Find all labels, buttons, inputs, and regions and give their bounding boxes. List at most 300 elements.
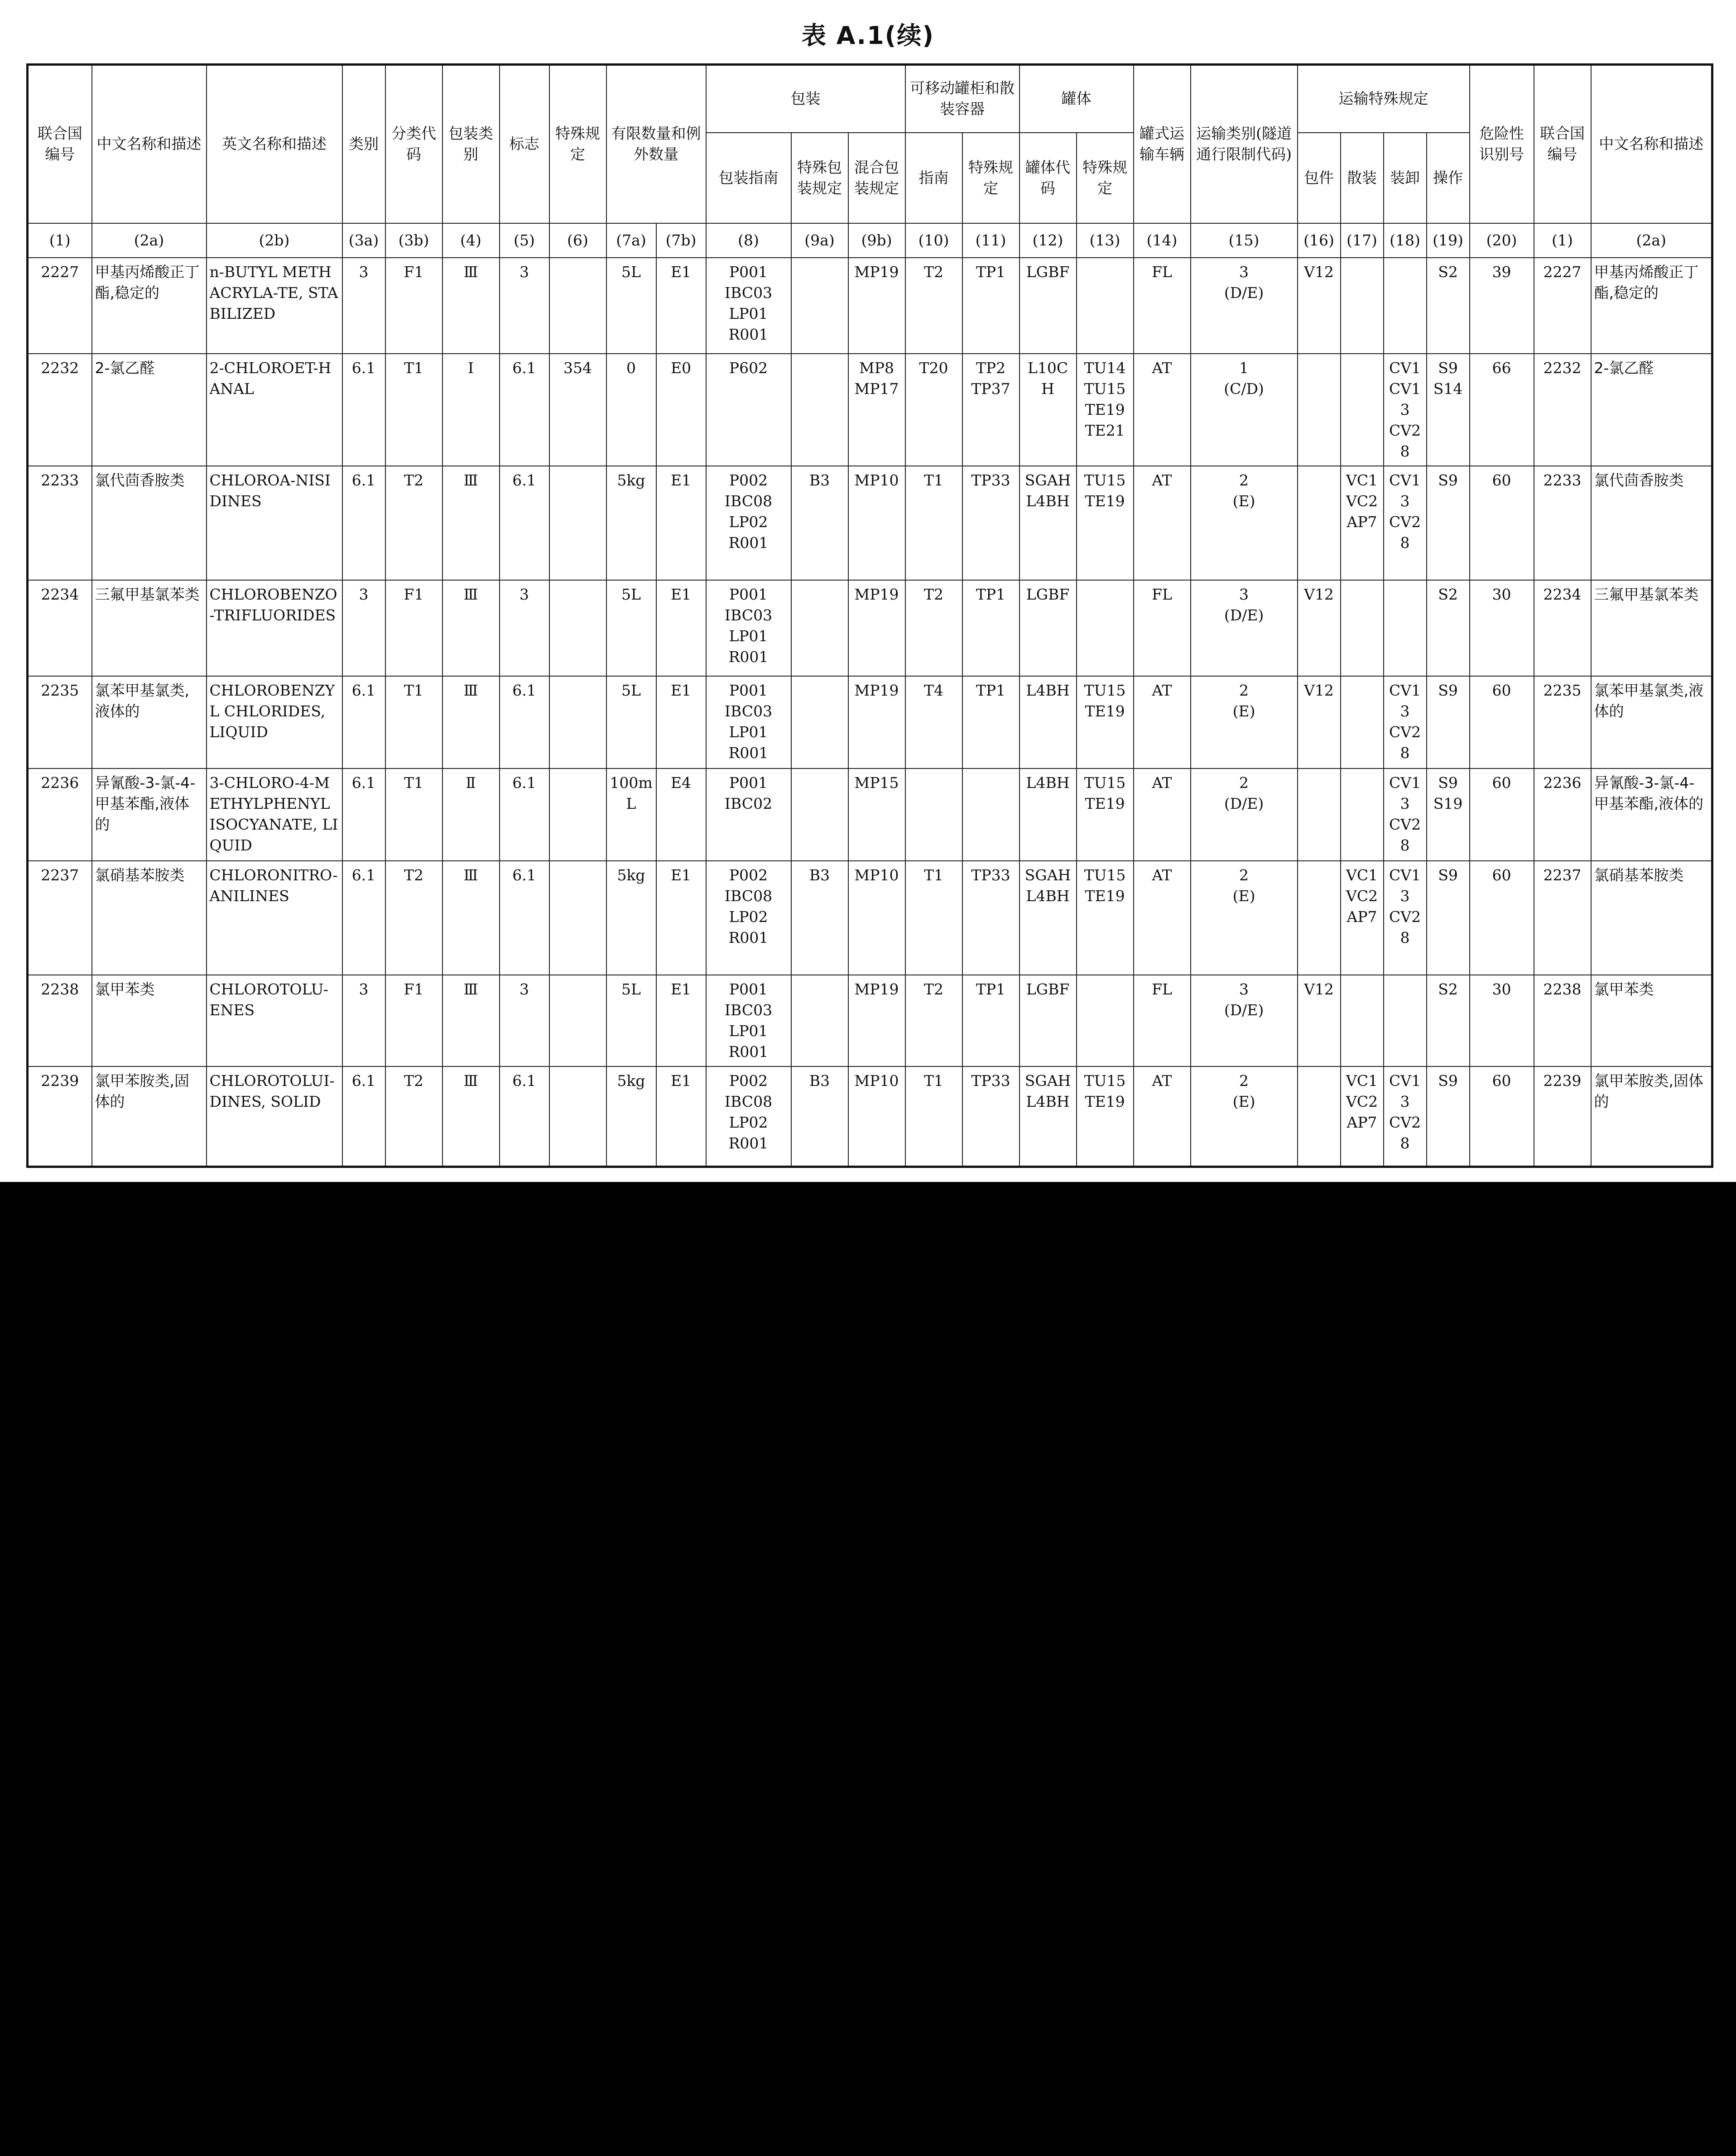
header-portable-instruction: 指南 [905,133,962,223]
class-cell: 6.1 [342,861,385,975]
name-en-cell: CHLORONITRO-ANILINES [207,861,342,975]
class-cell: 3 [342,580,385,676]
hazard-id-cell: 30 [1470,975,1534,1066]
table-row [28,768,1712,861]
ts-loading-cell: CV13 CV28 [1384,466,1427,580]
special-provision-cell [549,580,606,676]
tank-code-cell: SGAH L4BH [1019,861,1077,975]
un-no-repeat-cell: 2239 [1534,1066,1591,1167]
ts-operation-cell: S9 [1427,1066,1470,1167]
header-name-cn: 中文名称和描述 [92,65,207,223]
label-cell: 6.1 [500,768,549,861]
class-cell: 6.1 [342,354,385,466]
class-code-cell: F1 [385,975,442,1066]
class-code-cell: T1 [385,676,442,768]
mixed-packing-cell: MP10 [848,1066,905,1167]
tank-vehicle-cell: FL [1134,975,1191,1066]
tank-code-cell: L10CH [1019,354,1077,466]
portable-instruction-cell: T2 [905,580,962,676]
class-code-cell: F1 [385,258,442,354]
mixed-packing-cell: MP10 [848,466,905,580]
header-ts-bulk: 散装 [1341,133,1384,223]
portable-instruction-cell: T1 [905,861,962,975]
tank-vehicle-cell: AT [1134,466,1191,580]
class-code-cell: T2 [385,861,442,975]
col-num: (13) [1077,223,1134,258]
name-cn-repeat-cell: 2-氯乙醛 [1591,354,1712,466]
special-packing-cell [791,676,848,768]
tank-vehicle-cell: AT [1134,1066,1191,1167]
limited-qty-cell: 5kg [606,861,656,975]
packing-instruction-cell: P002 IBC08 LP02 R001 [706,466,791,580]
hazard-id-cell: 30 [1470,580,1534,676]
header-name-en: 英文名称和描述 [207,65,342,223]
portable-special-cell: TP1 [962,258,1019,354]
ts-bulk-cell: VC1 VC2 AP7 [1341,861,1384,975]
col-num: (7b) [656,223,706,258]
un-no-repeat-cell: 2232 [1534,354,1591,466]
hazard-id-cell: 60 [1470,466,1534,580]
tank-special-cell [1077,580,1134,676]
portable-instruction-cell [905,768,962,861]
tank-special-cell: TU15 TE19 [1077,768,1134,861]
excepted-qty-cell: E1 [656,466,706,580]
tank-code-cell: LGBF [1019,975,1077,1066]
col-num: (9a) [791,223,848,258]
label-cell: 3 [500,580,549,676]
mixed-packing-cell: MP19 [848,676,905,768]
hazard-id-cell: 60 [1470,861,1534,975]
transport-category-cell: 3 (D/E) [1191,975,1298,1066]
name-cn-cell: 氯苯甲基氯类,液体的 [92,676,207,768]
header-transport-special: 运输特殊规定 [1298,65,1470,133]
tank-code-cell: LGBF [1019,580,1077,676]
header-ts-operation: 操作 [1427,133,1470,223]
tank-special-cell [1077,975,1134,1066]
name-en-cell: CHLOROTOLUI-DINES, SOLID [207,1066,342,1167]
packing-group-cell: Ⅱ [442,768,500,861]
portable-special-cell: TP2 TP37 [962,354,1019,466]
packing-instruction-cell: P001 IBC03 LP01 R001 [706,975,791,1066]
excepted-qty-cell: E1 [656,975,706,1066]
name-en-cell: n-BUTYL METHACRYLA-TE, STABILIZED [207,258,342,354]
header-packing-group: 包装类别 [442,65,500,223]
tank-special-cell: TU15 TE19 [1077,676,1134,768]
mixed-packing-cell: MP19 [848,580,905,676]
special-provision-cell [549,466,606,580]
class-cell: 6.1 [342,1066,385,1167]
class-cell: 6.1 [342,466,385,580]
excepted-qty-cell: E1 [656,676,706,768]
name-en-cell: 3-CHLORO-4-METHYLPHENYL ISOCYANATE, LIQUID [207,768,342,861]
un-no-repeat-cell: 2235 [1534,676,1591,768]
ts-operation-cell: S9 S19 [1427,768,1470,861]
tank-code-cell: L4BH [1019,768,1077,861]
col-num: (2a) [92,223,207,258]
table-row [28,258,1712,354]
portable-special-cell: TP1 [962,676,1019,768]
ts-bulk-cell [1341,768,1384,861]
ts-package-cell: V12 [1298,258,1341,354]
label-cell: 6.1 [500,676,549,768]
col-num: (3b) [385,223,442,258]
portable-instruction-cell: T2 [905,258,962,354]
name-cn-repeat-cell: 氯甲苯类 [1591,975,1712,1066]
header-ts-package: 包件 [1298,133,1341,223]
tank-special-cell [1077,258,1134,354]
un-no-cell: 2237 [28,861,92,975]
col-num: (6) [549,223,606,258]
ts-package-cell [1298,768,1341,861]
header-hazard-id: 危险性识别号 [1470,65,1534,223]
header-portable-special: 特殊规定 [962,133,1019,223]
ts-package-cell [1298,861,1341,975]
ts-bulk-cell: VC1 VC2 AP7 [1341,466,1384,580]
special-packing-cell: B3 [791,466,848,580]
ts-bulk-cell [1341,258,1384,354]
limited-qty-cell: 5L [606,258,656,354]
tank-vehicle-cell: AT [1134,861,1191,975]
name-cn-cell: 2-氯乙醛 [92,354,207,466]
tank-code-cell: LGBF [1019,258,1077,354]
ts-operation-cell: S2 [1427,258,1470,354]
portable-instruction-cell: T4 [905,676,962,768]
portable-special-cell: TP33 [962,861,1019,975]
special-packing-cell: B3 [791,861,848,975]
special-provision-cell: 354 [549,354,606,466]
ts-package-cell [1298,466,1341,580]
header-portable-tank: 可移动罐柜和散装容器 [905,65,1019,133]
ts-package-cell: V12 [1298,975,1341,1066]
packing-group-cell: Ⅲ [442,580,500,676]
ts-bulk-cell [1341,354,1384,466]
special-packing-cell: B3 [791,1066,848,1167]
mixed-packing-cell: MP8 MP17 [848,354,905,466]
header-un-no-repeat: 联合国编号 [1534,65,1591,223]
ts-loading-cell: CV13 CV28 [1384,676,1427,768]
special-provision-cell [549,258,606,354]
header-name-cn-repeat: 中文名称和描述 [1591,65,1712,223]
header-tank: 罐体 [1019,65,1134,133]
special-provision-cell [549,861,606,975]
header-class: 类别 [342,65,385,223]
limited-qty-cell: 0 [606,354,656,466]
ts-bulk-cell: VC1 VC2 AP7 [1341,1066,1384,1167]
portable-special-cell: TP33 [962,466,1019,580]
packing-group-cell: Ⅲ [442,258,500,354]
excepted-qty-cell: E1 [656,1066,706,1167]
packing-instruction-cell: P002 IBC08 LP02 R001 [706,861,791,975]
un-no-repeat-cell: 2227 [1534,258,1591,354]
packing-instruction-cell: P001 IBC03 LP01 R001 [706,580,791,676]
transport-category-cell: 2 (D/E) [1191,768,1298,861]
packing-group-cell: Ⅲ [442,1066,500,1167]
col-num: (15) [1191,223,1298,258]
header-tank-vehicle: 罐式运输车辆 [1134,65,1191,223]
tank-vehicle-cell: AT [1134,354,1191,466]
ts-package-cell [1298,354,1341,466]
name-en-cell: CHLOROBENZYL CHLORIDES, LIQUID [207,676,342,768]
col-num: (12) [1019,223,1077,258]
column-number-row [28,223,1712,258]
header-tank-code: 罐体代码 [1019,133,1077,223]
special-packing-cell [791,354,848,466]
packing-instruction-cell: P001 IBC02 [706,768,791,861]
excepted-qty-cell: E1 [656,580,706,676]
ts-bulk-cell [1341,676,1384,768]
limited-qty-cell: 5L [606,676,656,768]
class-code-cell: F1 [385,580,442,676]
tank-special-cell: TU15 TE19 [1077,466,1134,580]
portable-instruction-cell: T1 [905,1066,962,1167]
un-no-cell: 2236 [28,768,92,861]
name-cn-cell: 氯甲苯类 [92,975,207,1066]
special-provision-cell [549,676,606,768]
packing-instruction-cell: P002 IBC08 LP02 R001 [706,1066,791,1167]
col-num: (5) [500,223,549,258]
header-packaging: 包装 [706,65,905,133]
mixed-packing-cell: MP10 [848,861,905,975]
col-num: (4) [442,223,500,258]
ts-operation-cell: S2 [1427,580,1470,676]
name-cn-cell: 异氰酸-3-氯-4-甲基苯酯,液体的 [92,768,207,861]
table-row [28,861,1712,975]
header-special-provisions: 特殊规定 [549,65,606,223]
portable-special-cell [962,768,1019,861]
portable-instruction-cell: T2 [905,975,962,1066]
ts-loading-cell: CV1 CV13 CV28 [1384,354,1427,466]
ts-loading-cell: CV13 CV28 [1384,768,1427,861]
class-code-cell: T1 [385,768,442,861]
col-num: (7a) [606,223,656,258]
portable-instruction-cell: T20 [905,354,962,466]
special-provision-cell [549,768,606,861]
header-limited-quantity: 有限数量和例外数量 [606,65,706,223]
ts-package-cell [1298,1066,1341,1167]
header-transport-category: 运输类别(隧道通行限制代码) [1191,65,1298,223]
col-num: (1) [1534,223,1591,258]
class-cell: 3 [342,975,385,1066]
class-cell: 6.1 [342,768,385,861]
name-cn-cell: 氯甲苯胺类,固体的 [92,1066,207,1167]
name-en-cell: CHLOROTOLU-ENES [207,975,342,1066]
hazard-id-cell: 60 [1470,676,1534,768]
packing-group-cell: Ⅲ [442,466,500,580]
un-no-repeat-cell: 2237 [1534,861,1591,975]
portable-instruction-cell: T1 [905,466,962,580]
tank-vehicle-cell: AT [1134,676,1191,768]
packing-instruction-cell: P602 [706,354,791,466]
transport-category-cell: 1 (C/D) [1191,354,1298,466]
header-mixed-packing: 混合包装规定 [848,133,905,223]
name-cn-cell: 氯硝基苯胺类 [92,861,207,975]
table-row [28,354,1712,466]
limited-qty-cell: 5kg [606,466,656,580]
transport-category-cell: 2 (E) [1191,861,1298,975]
portable-special-cell: TP1 [962,580,1019,676]
portable-special-cell: TP1 [962,975,1019,1066]
transport-category-cell: 2 (E) [1191,466,1298,580]
dangerous-goods-table [26,63,1713,1168]
un-no-cell: 2235 [28,676,92,768]
portable-special-cell: TP33 [962,1066,1019,1167]
special-provision-cell [549,1066,606,1167]
transport-category-cell: 2 (E) [1191,676,1298,768]
name-cn-repeat-cell: 氯代茴香胺类 [1591,466,1712,580]
table-title: 表 A.1(续) [801,21,935,50]
excepted-qty-cell: E1 [656,861,706,975]
name-cn-cell: 三氟甲基氯苯类 [92,580,207,676]
name-cn-repeat-cell: 氯甲苯胺类,固体的 [1591,1066,1712,1167]
ts-package-cell: V12 [1298,580,1341,676]
hazard-id-cell: 60 [1470,1066,1534,1167]
un-no-repeat-cell: 2233 [1534,466,1591,580]
ts-loading-cell: CV13 CV28 [1384,861,1427,975]
col-num: (19) [1427,223,1470,258]
col-num: (11) [962,223,1019,258]
class-cell: 3 [342,258,385,354]
tank-vehicle-cell: FL [1134,258,1191,354]
transport-category-cell: 3 (D/E) [1191,580,1298,676]
col-num: (14) [1134,223,1191,258]
hazard-id-cell: 39 [1470,258,1534,354]
packing-instruction-cell: P001 IBC03 LP01 R001 [706,258,791,354]
special-packing-cell [791,768,848,861]
un-no-repeat-cell: 2234 [1534,580,1591,676]
col-num: (3a) [342,223,385,258]
table-row [28,676,1712,768]
packing-group-cell: Ⅲ [442,676,500,768]
transport-category-cell: 3 (D/E) [1191,258,1298,354]
label-cell: 6.1 [500,861,549,975]
header-tank-special: 特殊规定 [1077,133,1134,223]
table-body [28,258,1712,1167]
hazard-id-cell: 60 [1470,768,1534,861]
tank-vehicle-cell: AT [1134,768,1191,861]
col-num: (2b) [207,223,342,258]
ts-loading-cell [1384,580,1427,676]
col-num: (8) [706,223,791,258]
name-cn-repeat-cell: 异氰酸-3-氯-4-甲基苯酯,液体的 [1591,768,1712,861]
un-no-cell: 2234 [28,580,92,676]
special-provision-cell [549,975,606,1066]
class-code-cell: T1 [385,354,442,466]
excepted-qty-cell: E4 [656,768,706,861]
special-packing-cell [791,258,848,354]
excepted-qty-cell: E1 [656,258,706,354]
header-label: 标志 [500,65,549,223]
header-un-no: 联合国编号 [28,65,92,223]
header-packing-instruction: 包装指南 [706,133,791,223]
table-row [28,1066,1712,1167]
mixed-packing-cell: MP19 [848,258,905,354]
col-num: (16) [1298,223,1341,258]
name-cn-cell: 氯代茴香胺类 [92,466,207,580]
un-no-repeat-cell: 2238 [1534,975,1591,1066]
tank-special-cell: TU15 TE19 [1077,1066,1134,1167]
ts-operation-cell: S9 [1427,466,1470,580]
hazard-id-cell: 66 [1470,354,1534,466]
ts-package-cell: V12 [1298,676,1341,768]
un-no-repeat-cell: 2236 [1534,768,1591,861]
tank-code-cell: L4BH [1019,676,1077,768]
name-en-cell: CHLOROA-NISIDINES [207,466,342,580]
ts-operation-cell: S9 [1427,676,1470,768]
mixed-packing-cell: MP19 [848,975,905,1066]
name-cn-cell: 甲基丙烯酸正丁酯,稳定的 [92,258,207,354]
col-num: (20) [1470,223,1534,258]
label-cell: 3 [500,258,549,354]
label-cell: 6.1 [500,354,549,466]
packing-group-cell: Ⅲ [442,975,500,1066]
label-cell: 3 [500,975,549,1066]
special-packing-cell [791,580,848,676]
col-num: (1) [28,223,92,258]
tank-special-cell: TU14 TU15 TE19 TE21 [1077,354,1134,466]
ts-operation-cell: S9 S14 [1427,354,1470,466]
class-code-cell: T2 [385,466,442,580]
ts-bulk-cell [1341,975,1384,1066]
limited-qty-cell: 5L [606,580,656,676]
name-cn-repeat-cell: 甲基丙烯酸正丁酯,稳定的 [1591,258,1712,354]
tank-code-cell: SGAH L4BH [1019,466,1077,580]
name-en-cell: 2-CHLOROET-HANAL [207,354,342,466]
ts-loading-cell [1384,258,1427,354]
header-class-code: 分类代码 [385,65,442,223]
packing-instruction-cell: P001 IBC03 LP01 R001 [706,676,791,768]
col-num: (9b) [848,223,905,258]
ts-operation-cell: S9 [1427,861,1470,975]
limited-qty-cell: 5L [606,975,656,1066]
col-num: (18) [1384,223,1427,258]
table-row [28,466,1712,580]
name-en-cell: CHLOROBENZO-TRIFLUORIDES [207,580,342,676]
excepted-qty-cell: E0 [656,354,706,466]
table-row [28,580,1712,676]
packing-group-cell: Ⅲ [442,861,500,975]
un-no-cell: 2227 [28,258,92,354]
tank-vehicle-cell: FL [1134,580,1191,676]
un-no-cell: 2233 [28,466,92,580]
class-code-cell: T2 [385,1066,442,1167]
header-special-packing: 特殊包装规定 [791,133,848,223]
ts-loading-cell: CV13 CV28 [1384,1066,1427,1167]
special-packing-cell [791,975,848,1066]
limited-qty-cell: 100mL [606,768,656,861]
table-row [28,975,1712,1066]
header-row-top [28,65,1712,133]
ts-bulk-cell [1341,580,1384,676]
class-cell: 6.1 [342,676,385,768]
label-cell: 6.1 [500,466,549,580]
tank-special-cell: TU15 TE19 [1077,861,1134,975]
col-num: (2a) [1591,223,1712,258]
packing-group-cell: Ⅰ [442,354,500,466]
name-cn-repeat-cell: 氯苯甲基氯类,液体的 [1591,676,1712,768]
mixed-packing-cell: MP15 [848,768,905,861]
limited-qty-cell: 5kg [606,1066,656,1167]
name-cn-repeat-cell: 氯硝基苯胺类 [1591,861,1712,975]
header-ts-loading: 装卸 [1384,133,1427,223]
tank-code-cell: SGAH L4BH [1019,1066,1077,1167]
ts-loading-cell [1384,975,1427,1066]
col-num: (17) [1341,223,1384,258]
col-num: (10) [905,223,962,258]
un-no-cell: 2232 [28,354,92,466]
name-cn-repeat-cell: 三氟甲基氯苯类 [1591,580,1712,676]
ts-operation-cell: S2 [1427,975,1470,1066]
un-no-cell: 2238 [28,975,92,1066]
